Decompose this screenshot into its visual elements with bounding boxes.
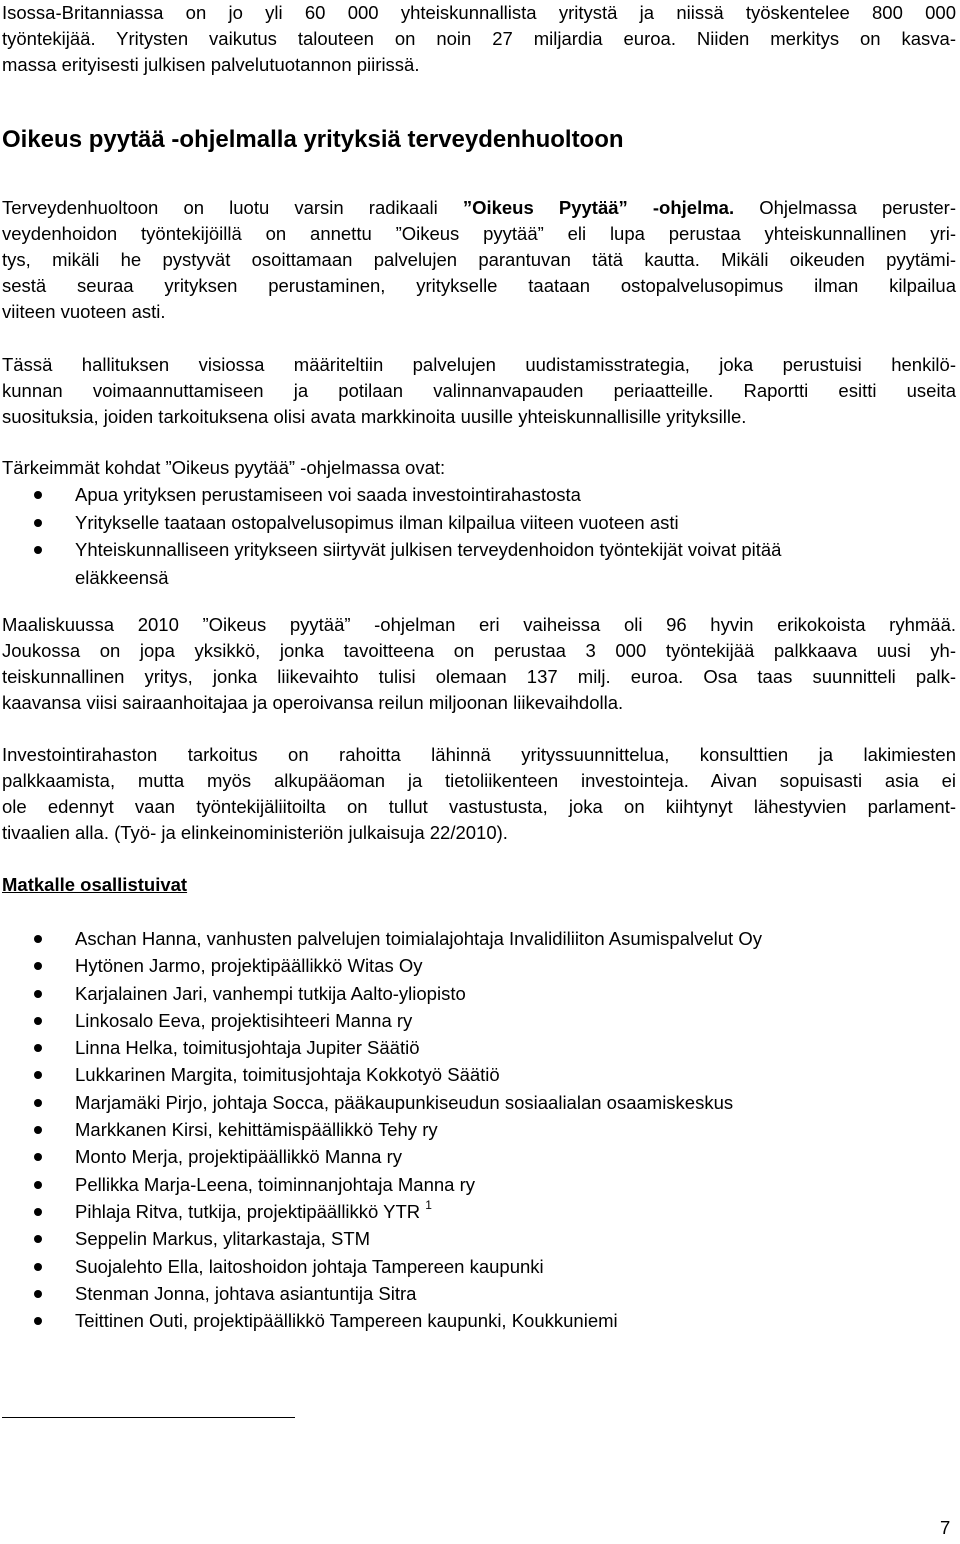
program-line: sestä seuraa yrityksen perustaminen, yritykselle taataan ostopalvelusopimus ilman kilpailua — [2, 275, 956, 296]
vision-line: Tässä hallituksen visiossa määriteltiin palvelujen uudistamisstrategia, joka perustuisi henkilö- — [2, 354, 956, 375]
list-item — [0, 1225, 956, 1252]
footnote-reference[interactable]: 1 — [425, 1197, 432, 1212]
program-line: tys, mikäli he pystyvät osoittamaan palvelujen parantuvan tätä kautta. Mikäli oikeuden pyytämi- — [2, 249, 956, 270]
participant-text: Teittinen Outi, projektipäällikkö Tampereen kaupunki, Koukkuniemi — [75, 1310, 618, 1332]
bullet-icon — [34, 935, 42, 943]
list-item — [0, 1034, 956, 1061]
footnote-separator — [2, 1417, 295, 1418]
list-item — [0, 1116, 956, 1143]
bullet-icon — [34, 491, 42, 499]
status-line: kaavansa viisi sairaanhoitajaa ja operoivansa reilun miljoonan liikevaihdolla. — [2, 692, 624, 713]
page-number: 7 — [940, 1517, 951, 1538]
vision-line: suosituksia, joiden tarkoituksena olisi avata markkinoita uusille yhteiskunnallisille yrityksille. — [2, 406, 747, 427]
participant-text: Marjamäki Pirjo, johtaja Socca, pääkaupunkiseudun sosiaalialan osaamiskeskus — [75, 1091, 734, 1113]
bullet-icon — [34, 546, 42, 554]
participant-text: Pihlaja Ritva, tutkija, projektipäällikkö YTR — [75, 1200, 421, 1222]
list-item — [0, 1171, 956, 1198]
participant-text: Linkosalo Eeva, projektisihteeri Manna ry — [75, 1009, 413, 1031]
bullet-icon — [34, 1126, 42, 1134]
bullet-icon — [34, 1071, 42, 1079]
status-line: Maaliskuussa 2010 ”Oikeus pyytää” -ohjelman eri vaiheissa oli 96 hyvin erikokoista ryhmää. — [2, 614, 956, 635]
bullet-icon — [34, 1263, 42, 1271]
bullet-icon — [34, 1317, 42, 1325]
list-item — [0, 481, 956, 509]
bullet-icon — [34, 1017, 42, 1025]
intro-line: massa erityisesti julkisen palvelutuotannon piirissä. — [2, 54, 420, 75]
participant-text: Monto Merja, projektipäällikkö Manna ry — [75, 1146, 402, 1168]
list-item-text: Apua yrityksen perustamiseen voi saada investointirahastosta — [75, 484, 581, 505]
program-name: ”Oikeus Pyytää” -ohjelma. — [462, 197, 735, 218]
bullet-icon — [34, 990, 42, 998]
list-item — [0, 1280, 956, 1307]
program-paragraph — [2, 195, 956, 325]
bullet-icon — [34, 1044, 42, 1052]
vision-paragraph — [2, 352, 956, 430]
key-points-intro — [2, 455, 956, 481]
fund-paragraph — [2, 742, 956, 846]
status-line: teiskunnallinen yritys, jonka liikevaihto tulisi olemaan 137 milj. euroa. Osa taas suunnitteli palk- — [2, 666, 956, 687]
participant-text: Karjalainen Jari, vanhempi tutkija Aalto-yliopisto — [75, 982, 466, 1004]
section-heading: Oikeus pyytää -ohjelmalla yrityksiä terveydenhuoltoon — [2, 126, 624, 153]
intro-line: työntekijää. Yritysten vaikutus talouteen on noin 27 miljardia euroa. Niiden merkitys on kasva- — [2, 28, 956, 49]
program-line — [2, 195, 956, 221]
fund-line: tivaalien alla. (Työ- ja elinkeinoministeriön julkaisuja 22/2010). — [2, 822, 508, 843]
list-item-text: Yhteiskunnalliseen yritykseen siirtyvät julkisen terveydenhoidon työntekijät voivat pitää — [75, 539, 782, 560]
bullet-icon — [34, 1099, 42, 1107]
participant-text: Hytönen Jarmo, projektipäällikkö Witas Oy — [75, 955, 423, 977]
participant-text: Suojalehto Ella, laitoshoidon johtaja Tampereen kaupunki — [75, 1255, 544, 1277]
list-item-text: Yritykselle taataan ostopalvelusopimus ilman kilpailua viiteen vuoteen asti — [75, 511, 679, 533]
list-item — [0, 1253, 956, 1280]
participant-text: Lukkarinen Margita, toimitusjohtaja Kokkotyö Säätiö — [75, 1064, 500, 1086]
participants-heading: Matkalle osallistuivat — [2, 874, 188, 895]
participant-text: Linna Helka, toimitusjohtaja Jupiter Säätiö — [75, 1037, 420, 1059]
program-lead-text: Terveydenhuoltoon on luotu varsin radikaali — [2, 197, 463, 218]
list-item — [0, 980, 956, 1007]
status-line: Joukossa on jopa yksikkö, jonka tavoitteena on perustaa 3 000 työntekijää palkkaava uusi yh- — [2, 640, 956, 661]
participants-list — [0, 925, 956, 1334]
bullet-icon — [34, 1181, 42, 1189]
status-paragraph — [2, 612, 956, 716]
fund-line: Investointirahaston tarkoitus on rahoitta lähinnä yrityssuunnittelua, konsulttien ja lakimiesten — [2, 744, 956, 765]
bullet-icon — [34, 1153, 42, 1161]
program-line: veydenhoidon työntekijöillä on annettu ”Oikeus pyytää” eli lupa perustaa yhteiskunnallinen yri- — [2, 223, 956, 244]
bullet-icon — [34, 1235, 42, 1243]
list-item — [0, 1089, 956, 1116]
bullet-icon — [34, 519, 42, 527]
participant-text: Markkanen Kirsi, kehittämispäällikkö Tehy ry — [75, 1119, 438, 1141]
program-line: viiteen vuoteen asti. — [2, 301, 166, 322]
list-item — [0, 1143, 956, 1170]
bullet-icon — [34, 962, 42, 970]
list-item — [0, 509, 956, 537]
participant-text: Aschan Hanna, vanhusten palvelujen toimialajohtaja Invalidiliiton Asumispalvelut Oy — [75, 928, 762, 949]
bullet-icon — [34, 1208, 42, 1216]
key-points-list — [0, 481, 956, 591]
list-item — [0, 1061, 956, 1088]
fund-line: palkkaamista, mutta myös alkupääoman ja tietoliikenteen investointeja. Aivan sopuisasti asia ei — [2, 770, 956, 791]
vision-line: kunnan voimaannuttamiseen ja potilaan valinnanvapauden periaatteille. Raportti esitti useita — [2, 380, 956, 401]
participant-text: Pellikka Marja-Leena, toiminnanjohtaja Manna ry — [75, 1173, 476, 1195]
list-item — [0, 1307, 956, 1334]
program-tail-text: Ohjelmassa peruster- — [734, 197, 957, 218]
participant-text: Stenman Jonna, johtava asiantuntija Sitra — [75, 1282, 417, 1304]
list-item — [0, 1007, 956, 1034]
bullet-icon — [34, 1290, 42, 1298]
list-item — [0, 925, 956, 952]
fund-line: ole edennyt vaan työntekijäliitoilta on tullut vastustusta, joka on kiihtynyt lähestyvien parlament- — [2, 796, 956, 817]
list-item — [0, 952, 956, 979]
key-points-intro-text: Tärkeimmät kohdat ”Oikeus pyytää” -ohjelmassa ovat: — [2, 457, 446, 478]
list-item-text-continued: eläkkeensä — [75, 566, 169, 588]
list-item — [0, 536, 956, 591]
intro-paragraph — [2, 0, 956, 78]
intro-line: Isossa-Britanniassa on jo yli 60 000 yhteiskunnallista yritystä ja niissä työskentelee 800 000 — [2, 2, 956, 23]
list-item — [0, 1198, 956, 1225]
participant-text: Seppelin Markus, ylitarkastaja, STM — [75, 1228, 371, 1250]
